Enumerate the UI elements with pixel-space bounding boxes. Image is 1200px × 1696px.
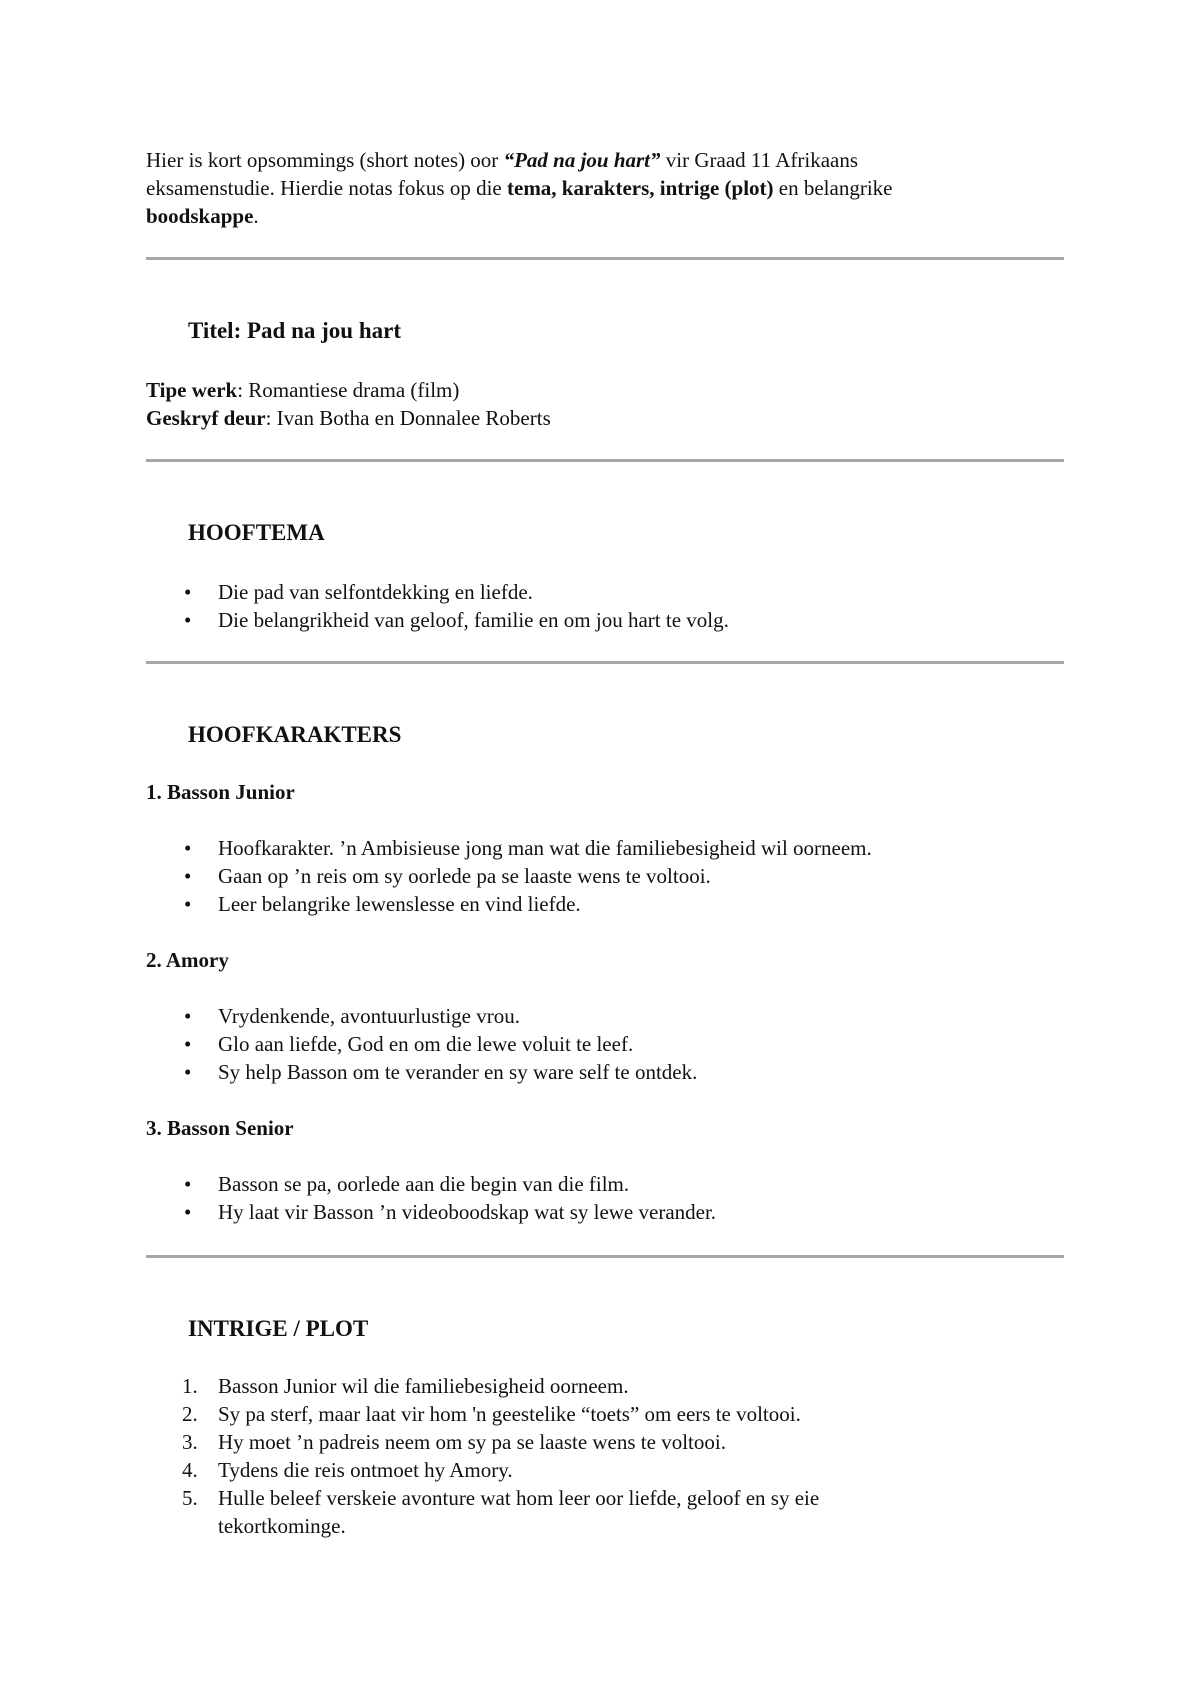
list-number: 1. [182,1374,198,1398]
type-line: Tipe werk: Romantiese drama (film) [146,378,460,402]
list-item: Basson se pa, oorlede aan die begin van die film. [218,1172,630,1196]
bullet: • [184,608,192,632]
character-name: 2. Amory [146,948,229,972]
list-item-continuation: tekortkominge. [218,1514,346,1538]
list-number: 5. [182,1486,198,1510]
list-item: Hy laat vir Basson ’n videoboodskap wat sy lewe verander. [218,1200,717,1224]
list-item: Basson Junior wil die familiebesigheid oorneem. [218,1374,629,1398]
intrige-heading: INTRIGE / PLOT [188,1316,369,1341]
hoofkarakters-heading: HOOFKARAKTERS [188,722,402,747]
divider [146,1255,1064,1258]
bullet: • [184,580,192,604]
bullet: • [184,1172,192,1196]
list-item: Vrydenkende, avontuurlustige vrou. [218,1004,520,1028]
list-item: Tydens die reis ontmoet hy Amory. [218,1458,513,1482]
bullet: • [184,1032,192,1056]
bullet: • [184,1200,192,1224]
list-item: Sy pa sterf, maar laat vir hom 'n geestelike “toets” om eers te voltooi. [218,1402,801,1426]
list-number: 2. [182,1402,198,1426]
list-item: Die belangrikheid van geloof, familie en om jou hart te volg. [218,608,729,632]
character-name: 3. Basson Senior [146,1116,294,1140]
intro-line-3: boodskappe. [146,204,259,228]
bullet: • [184,864,192,888]
bullet: • [184,1004,192,1028]
list-item: Die pad van selfontdekking en liefde. [218,580,533,604]
list-number: 3. [182,1430,198,1454]
bullet: • [184,1060,192,1084]
list-item: Leer belangrike lewenslesse en vind liefde. [218,892,581,916]
intro-line-1: Hier is kort opsommings (short notes) oor “Pad na jou hart” vir Graad 11 Afrikaans [146,148,859,172]
intro-line-2: eksamenstudie. Hierdie notas fokus op die tema, karakters, intrige (plot) en belangrike [146,176,893,200]
list-number: 4. [182,1458,198,1482]
character-name: 1. Basson Junior [146,780,295,804]
bullet: • [184,836,192,860]
divider [146,257,1064,260]
list-item: Hy moet ’n padreis neem om sy pa se laaste wens te voltooi. [218,1430,726,1454]
list-item: Glo aan liefde, God en om die lewe voluit te leef. [218,1032,634,1056]
bullet: • [184,892,192,916]
list-item: Sy help Basson om te verander en sy ware self te ontdek. [218,1060,698,1084]
author-line: Geskryf deur: Ivan Botha en Donnalee Roberts [146,406,551,430]
hooftema-heading: HOOFTEMA [188,520,325,545]
title-heading: Titel: Pad na jou hart [188,318,401,343]
list-item: Gaan op ’n reis om sy oorlede pa se laaste wens te voltooi. [218,864,711,888]
divider [146,661,1064,664]
list-item: Hoofkarakter. ’n Ambisieuse jong man wat die familiebesigheid wil oorneem. [218,836,872,860]
divider [146,459,1064,462]
intro-film-title: “Pad na jou hart” [503,148,661,172]
list-item: Hulle beleef verskeie avonture wat hom leer oor liefde, geloof en sy eie [218,1486,820,1510]
